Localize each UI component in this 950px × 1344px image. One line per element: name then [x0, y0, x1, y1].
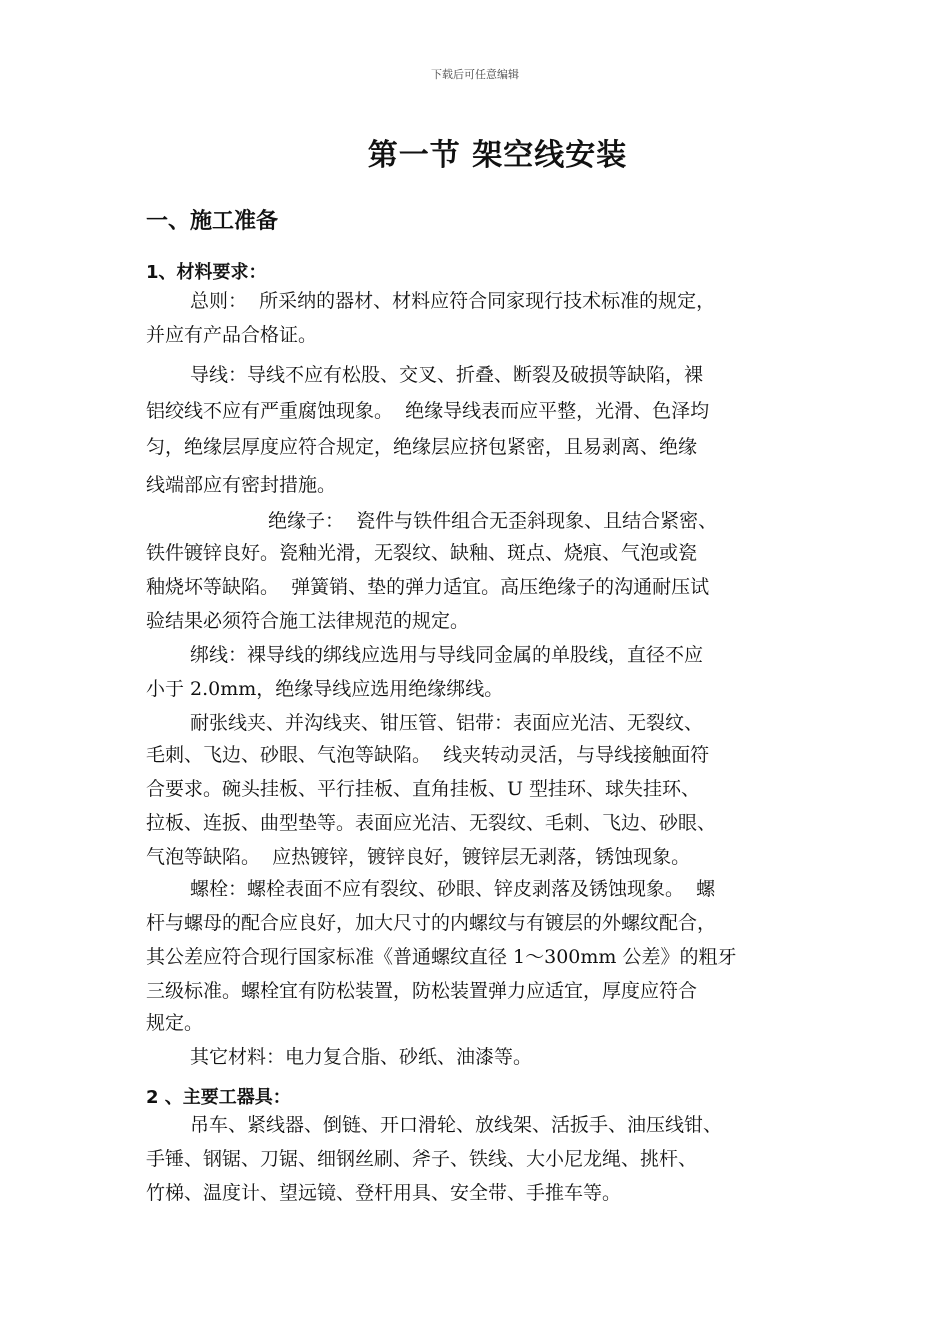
paragraph-line: 釉烧坏等缺陷。 弹簧销、垫的弹力适宜。高压绝缘子的沟通耐压试: [146, 576, 710, 598]
paragraph-line: 拉板、连扳、曲型垫等。表面应光洁、无裂纹、毛刺、飞边、砂眼、: [146, 812, 717, 834]
header-note: 下载后可任意编辑: [431, 68, 519, 81]
subsection-heading-tools: 2 、主要工器具：: [146, 1087, 291, 1108]
subsection-heading-materials: 1、材料要求：: [146, 262, 267, 283]
paragraph-line: 验结果必须符合施工法律规范的规定。: [146, 610, 470, 632]
paragraph-line: 绝缘子： 瓷件与铁件组合无歪斜现象、且结合紧密、: [268, 510, 718, 532]
paragraph-line: 手锤、钢锯、刀锯、细钢丝刷、斧子、铁线、大小尼龙绳、挑杆、: [146, 1148, 698, 1170]
paragraph-line: 吊车、紧线器、倒链、开口滑轮、放线架、活扳手、油压线钳、: [190, 1114, 723, 1136]
paragraph-line: 螺栓：螺栓表面不应有裂纹、砂眼、锌皮剥落及锈蚀现象。 螺: [190, 878, 716, 900]
paragraph-line: 竹梯、温度计、望远镜、登杆用具、安全带、手推车等。: [146, 1182, 622, 1204]
paragraph-line: 毛刺、飞边、砂眼、气泡等缺陷。 线夹转动灵活，与导线接触面符: [146, 744, 710, 766]
paragraph-line: 导线：导线不应有松股、交叉、折叠、断裂及破损等缺陷，裸: [190, 364, 704, 386]
section-heading: 一、施工准备: [146, 209, 279, 234]
paragraph-line: 杆与螺母的配合应良好，加大尺寸的内螺纹与有镀层的外螺纹配合，: [146, 912, 717, 934]
paragraph-line: 绑线：裸导线的绑线应选用与导线同金属的单股线，直径不应: [190, 644, 704, 666]
paragraph-line: 总则： 所采纳的器材、材料应符合同家现行技术标准的规定，: [190, 290, 716, 312]
paragraph-line: 气泡等缺陷。 应热镀锌，镀锌良好，镀锌层无剥落，锈蚀现象。: [146, 846, 691, 868]
page-title: 第一节 架空线安装: [367, 138, 628, 173]
paragraph-line: 线端部应有密封措施。: [146, 474, 337, 496]
paragraph-line: 铁件镀锌良好。瓷釉光滑，无裂纹、缺釉、斑点、烧痕、气泡或瓷: [146, 542, 698, 564]
paragraph-line: 其公差应符合现行国家标准《普通螺纹直径 1～300mm 公差》的粗牙: [146, 946, 737, 968]
paragraph-line: 小于 2.0mm，绝缘导线应选用绝缘绑线。: [146, 678, 504, 700]
paragraph-line: 铝绞线不应有严重腐蚀现象。 绝缘导线表而应平整，光滑、色泽均: [146, 400, 710, 422]
paragraph-line: 合要求。碗头挂板、平行挂板、直角挂板、U 型挂环、球失挂环、: [146, 778, 701, 800]
paragraph-line: 规定。: [146, 1012, 204, 1034]
paragraph-line: 其它材料：电力复合脂、砂纸、油漆等。: [190, 1046, 533, 1068]
paragraph-line: 三级标准。螺栓宜有防松装置，防松装置弹力应适宜，厚度应符合: [146, 980, 698, 1002]
paragraph-line: 并应有产品合格证。: [146, 324, 318, 346]
paragraph-line: 耐张线夹、并沟线夹、钳压管、铝带：表面应光洁、无裂纹、: [190, 712, 704, 734]
paragraph-line: 匀，绝缘层厚度应符合规定，绝缘层应挤包紧密，且易剥离、绝缘: [146, 436, 698, 458]
